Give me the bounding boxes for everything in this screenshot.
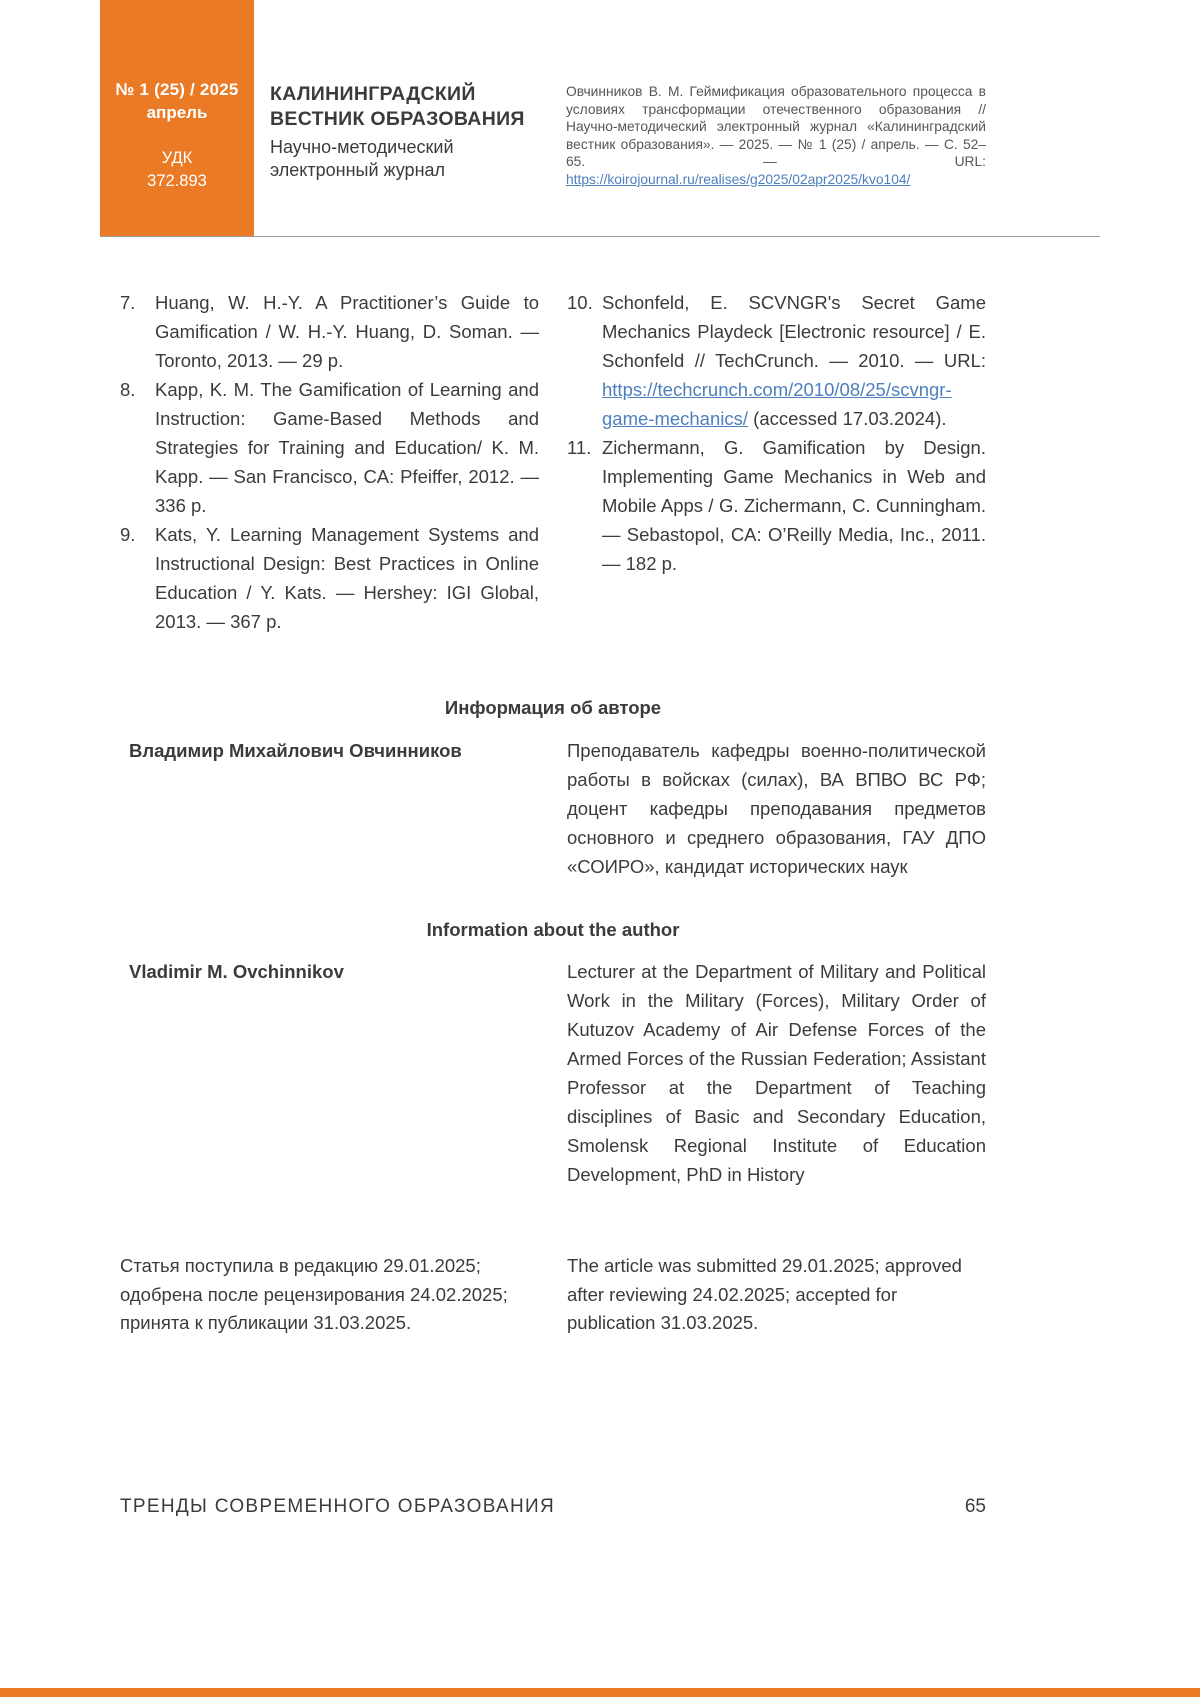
reference-number: 11. [567, 437, 592, 458]
reference-text: Kapp, K. M. The Gamification of Learning and Instruction: Game-Based Methods and Strategies for Training and Education/ K. M. Kapp. — San Francisco, CA: Pfeiffer, 2012. — 336 p. [155, 379, 539, 516]
udk-label: УДК [161, 149, 193, 167]
reference-item-8 [120, 375, 539, 520]
footer-section-title: ТРЕНДЫ СОВРЕМЕННОГО ОБРАЗОВАНИЯ [120, 1496, 556, 1517]
author-info-ru [120, 736, 986, 881]
header-divider [100, 236, 1100, 237]
author-info-heading-en: Information about the author [426, 919, 680, 940]
issue-month: апрель [146, 103, 208, 122]
reference-number: 10. [567, 292, 593, 313]
reference-item-10 [567, 288, 986, 433]
article-citation [566, 83, 986, 189]
author-bio-en: Lecturer at the Department of Military and Political Work in the Military (Forces), Military Order of Kutuzov Academy of Air Defense Forces of the Armed Forces of the Russian Federation; Assistant Professor at the Department of Teaching disciplines of Basic and Secondary Education, Smolensk Regional Institute of Education Development, PhD in History [567, 961, 986, 1185]
journal-title-block [270, 82, 525, 182]
reference-item-7 [120, 288, 539, 375]
page-footer [120, 1496, 986, 1518]
reference-number: 7. [120, 292, 136, 313]
author-bio-ru: Преподаватель кафедры военно-политической работы в войсках (силах), ВА ВПВО ВС РФ; доцент кафедры преподавания предметов основного и среднего образования, ГАУ ДПО «СОИРО», кандидат исторических наук [567, 740, 986, 877]
reference-number: 9. [120, 524, 136, 545]
author-info-heading-ru: Информация об авторе [444, 697, 662, 718]
citation-url-link[interactable]: https://koirojournal.ru/realises/g2025/02apr2025/kvo104/ [566, 171, 911, 187]
issue-number: № 1 (25) / 2025 [115, 80, 239, 99]
reference-item-11 [567, 433, 986, 578]
udk-value: 372.893 [147, 172, 207, 190]
bottom-accent-bar [0, 1688, 1200, 1697]
reference-text-before-url: Schonfeld, E. SCVNGR's Secret Game Mechanics Playdeck [Electronic resource] / E. Schonfeld // TechCrunch. — 2010. — URL: [602, 292, 986, 371]
citation-text: Овчинников В. М. Геймификация образовательного процесса в условиях трансформации отечественного образования // Научно-методический электронный журнал «Калининградский вестник образования». — 2025. — № 1 (25) / апрель. — С. 52–65. — URL: [566, 84, 986, 170]
reference-item-9 [120, 520, 539, 636]
reference-text: Huang, W. H.-Y. A Practitioner’s Guide to Gamification / W. H.-Y. Huang, D. Soman. — Toronto, 2013. — 29 p. [155, 292, 539, 371]
issue-box [100, 0, 254, 237]
reference-text: Kats, Y. Learning Management Systems and Instructional Design: Best Practices in Online Education / Y. Kats. — Hershey: IGI Global, 2013. — 367 p. [155, 524, 539, 632]
journal-title-line2: ВЕСТНИК ОБРАЗОВАНИЯ [270, 108, 525, 130]
journal-subtitle-line2: электронный журнал [270, 160, 446, 180]
footer-page-number: 65 [964, 1496, 986, 1517]
submission-dates [120, 1252, 986, 1338]
reference-number: 8. [120, 379, 136, 400]
reference-column-left [120, 288, 539, 636]
author-name-ru: Владимир Михайлович Овчинников [129, 740, 462, 761]
journal-subtitle-line1: Научно-методический [270, 137, 454, 157]
reference-column-right [567, 288, 986, 636]
reference-text: Zichermann, G. Gamification by Design. Implementing Game Mechanics in Web and Mobile Apps / G. Zichermann, C. Cunningham. — Sebastopol, CA: O’Reilly Media, Inc., 2011. — 182 p. [602, 437, 986, 574]
submission-dates-ru: Статья поступила в редакцию 29.01.2025; одобрена после рецензирования 24.02.2025; принята к публикации 31.03.2025. [120, 1255, 508, 1333]
journal-title-line1: КАЛИНИНГРАДСКИЙ [270, 83, 476, 105]
reference-text-after-url: (accessed 17.03.2024). [748, 408, 947, 429]
reference-url-link[interactable]: https://techcrunch.com/2010/08/25/scvngr-game-mechanics/ [602, 379, 952, 429]
author-name-en: Vladimir M. Ovchinnikov [129, 961, 344, 982]
submission-dates-en: The article was submitted 29.01.2025; approved after reviewing 24.02.2025; accepted for publication 31.03.2025. [567, 1255, 962, 1333]
reference-list [120, 288, 986, 636]
author-info-en [120, 957, 986, 1189]
reference-text [602, 288, 986, 433]
